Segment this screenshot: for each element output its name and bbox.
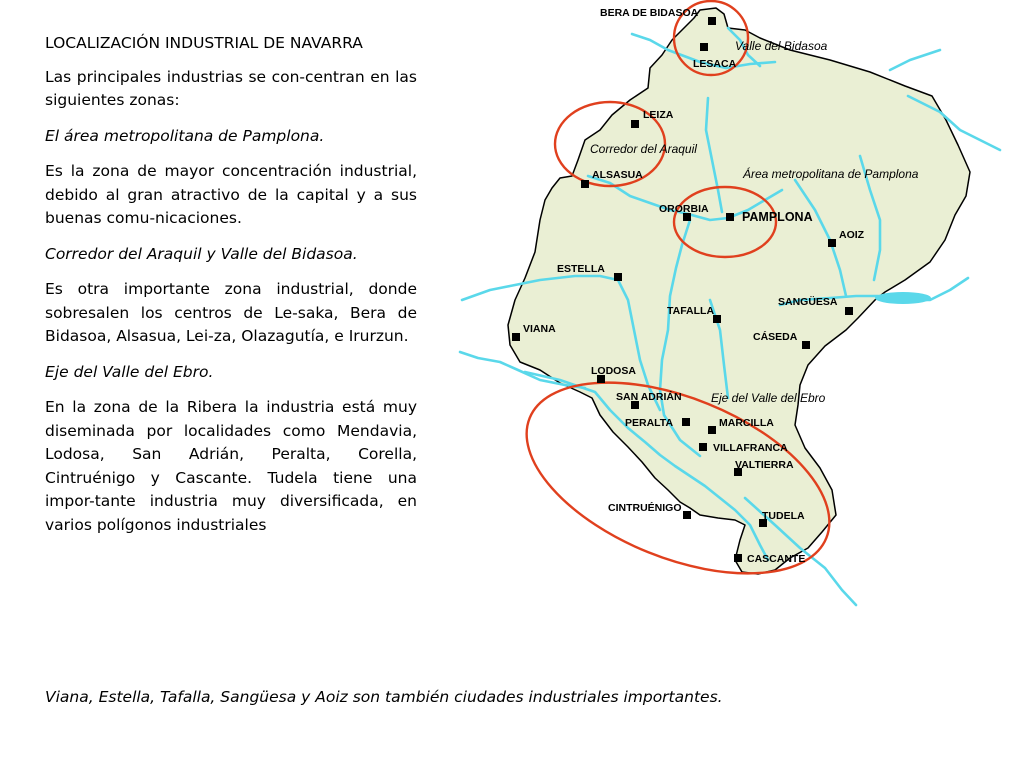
town-label-alsasua: ALSASUA (592, 169, 643, 181)
town-label-lesaca: LESACA (693, 58, 737, 70)
zone2-paragraph: Es otra importante zona industrial, donde sobresalen los centros de Le-saka, Bera de Bidasoa, Alsasua, Lei-za, Olazagutía, e Irurzun. (45, 280, 417, 345)
town-label-lodosa: LODOSA (591, 365, 636, 377)
intro-paragraph: Las principales industrias se con-centran en las siguientes zonas: (45, 67, 417, 109)
zone-label-pamplona: Área metropolitana de Pamplona (743, 167, 919, 181)
river-north-east-2 (890, 50, 940, 70)
town-label-villafranca: VILLAFRANCA (713, 442, 788, 454)
town-label-bera: BERA DE BIDASOA (600, 7, 699, 19)
town-label-tafalla: TAFALLA (667, 305, 715, 317)
town-label-estella: ESTELLA (557, 263, 605, 275)
town-marker-caseda (802, 341, 810, 349)
town-label-viana: VIANA (523, 323, 556, 335)
yesa-reservoir (875, 292, 931, 304)
town-marker-cascante (734, 554, 742, 562)
town-marker-tafalla (713, 315, 721, 323)
zone1-heading: El área metropolitana de Pamplona. (45, 126, 325, 145)
town-label-cascante: CASCANTE (747, 553, 806, 565)
town-marker-sanguesa (845, 307, 853, 315)
town-label-peralta: PERALTA (625, 417, 674, 429)
town-marker-lesaca (700, 43, 708, 51)
zone-label-ebro: Eje del Valle del Ebro (711, 391, 826, 405)
zone2-heading: Corredor del Araquil y Valle del Bidasoa. (45, 244, 358, 263)
zone3-paragraph: En la zona de la Ribera la industria está muy diseminada por localidades como Mendavia, Lodosa, San Adrián, Peralta, Corella, Cintruénigo y Cascante. Tudela tiene una impor-tante industria muy diversificada, en varios polígonos industriales (45, 398, 417, 534)
town-label-san-adrian: SAN ADRIÁN (616, 391, 682, 403)
town-marker-bera (708, 17, 716, 25)
town-marker-pamplona (726, 213, 734, 221)
town-marker-peralta (682, 418, 690, 426)
town-label-tudela: TUDELA (762, 510, 805, 522)
town-marker-alsasua (581, 180, 589, 188)
navarra-region-shape (508, 8, 970, 574)
town-label-cintruenigo: CINTRUÉNIGO (608, 502, 682, 514)
town-marker-cintruenigo (683, 511, 691, 519)
town-marker-leiza (631, 120, 639, 128)
zone-label-araquil: Corredor del Araquil (590, 142, 697, 156)
zone1-paragraph: Es la zona de mayor concentración industrial, debido al gran atractivo de la capital y a sus buenas comu-nicaciones. (45, 162, 417, 227)
town-label-caseda: CÁSEDA (753, 331, 798, 343)
town-marker-aoiz (828, 239, 836, 247)
zone-label-bidasoa: Valle del Bidasoa (735, 39, 828, 53)
town-label-valtierra: VALTIERRA (735, 459, 794, 471)
town-label-sanguesa: SANGÜESA (778, 296, 838, 308)
town-label-ororbia: ORORBIA (659, 203, 709, 215)
article-title: LOCALIZACIÓN INDUSTRIAL DE NAVARRA (45, 34, 363, 52)
town-label-leiza: LEIZA (643, 109, 674, 121)
closing-note: Viana, Estella, Tafalla, Sangüesa y Aoiz son también ciudades industriales importantes. (45, 688, 723, 706)
town-marker-viana (512, 333, 520, 341)
town-marker-villafranca (699, 443, 707, 451)
town-label-pamplona: PAMPLONA (742, 210, 813, 224)
town-marker-marcilla (708, 426, 716, 434)
town-label-marcilla: MARCILLA (719, 417, 774, 429)
town-label-aoiz: AOIZ (839, 229, 865, 241)
town-marker-estella (614, 273, 622, 281)
zone3-heading: Eje del Valle del Ebro. (45, 362, 214, 381)
